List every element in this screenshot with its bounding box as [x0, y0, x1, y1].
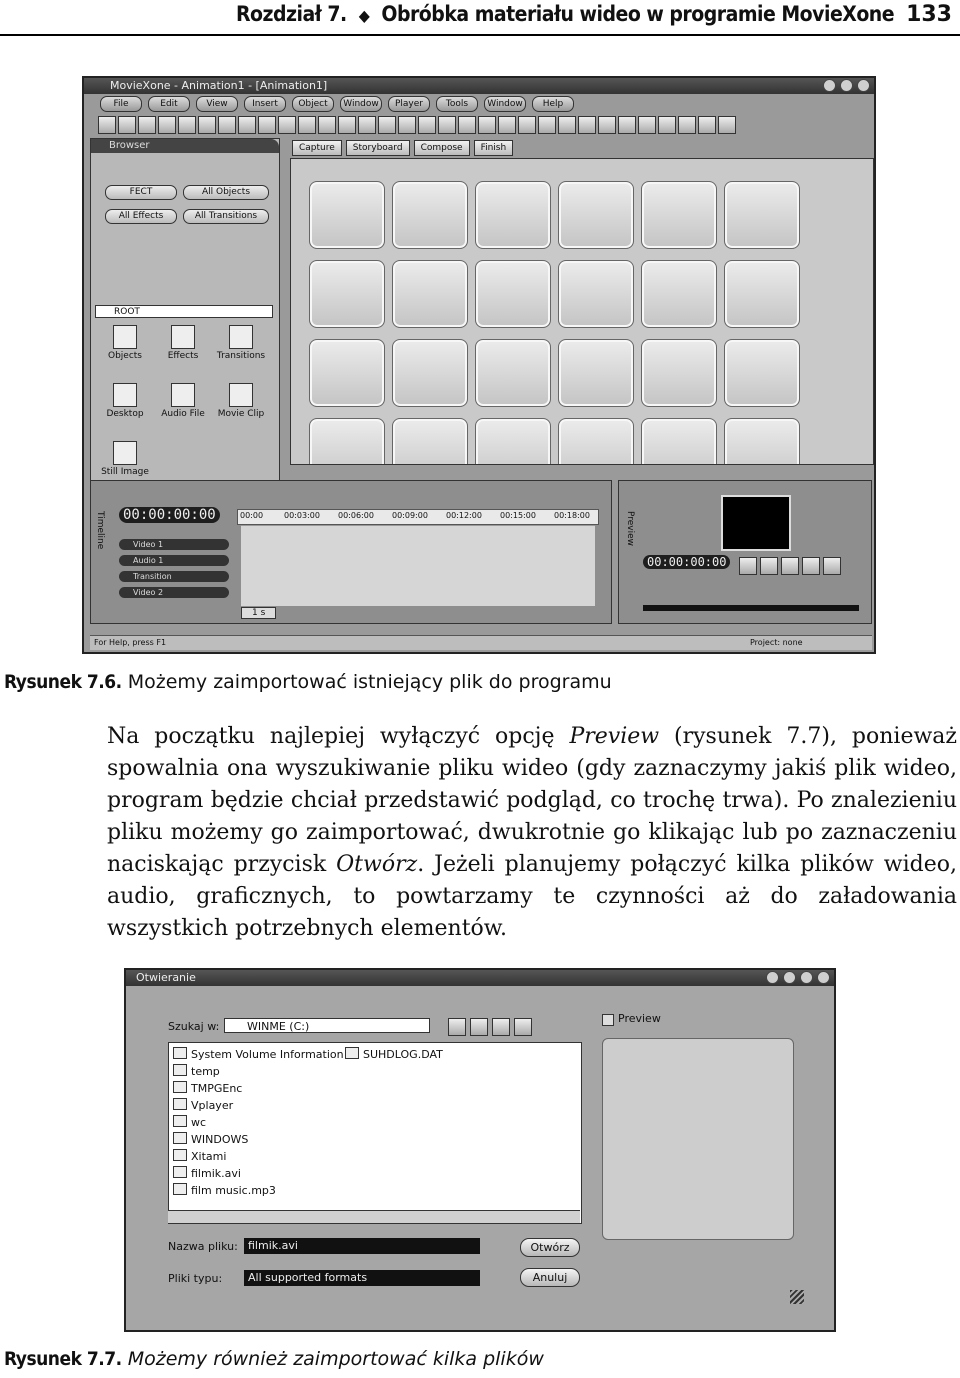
browser-item-label: Still Image [101, 467, 149, 477]
list-item-label: SUHDLOG.DAT [363, 1048, 443, 1061]
list-item[interactable] [173, 1081, 242, 1096]
toolbar-button[interactable] [438, 116, 456, 134]
browser-item-label: Desktop [106, 409, 144, 419]
figure-caption [4, 671, 612, 693]
storyboard-slot[interactable] [558, 418, 634, 465]
menu-bar [100, 96, 574, 112]
status-project: Project: none [750, 638, 803, 647]
toolbar-button[interactable] [118, 116, 136, 134]
file-list [168, 1042, 582, 1224]
storyboard-slot[interactable] [724, 418, 800, 465]
caption-label: Rysunek 7.7. [4, 1348, 122, 1370]
close-icon[interactable] [817, 971, 830, 984]
storyboard-slot[interactable] [641, 418, 717, 465]
menu-item[interactable]: Tools [436, 96, 478, 112]
storyboard-slot[interactable] [558, 260, 634, 328]
figure-open-dialog [124, 968, 836, 1332]
storyboard-slot[interactable] [392, 418, 468, 465]
desktop-icon [113, 383, 137, 407]
browser-item[interactable] [99, 325, 151, 361]
toolbar-button[interactable] [618, 116, 636, 134]
timeline-ruler [237, 509, 599, 525]
ruler-tick: 00:03:00 [284, 511, 320, 520]
browser-item[interactable] [99, 441, 151, 477]
chapter-title: Obróbka materiału wideo w programie MovieXone [381, 2, 895, 26]
close-icon[interactable] [857, 79, 870, 92]
toolbar-button[interactable] [218, 116, 236, 134]
toolbar-button[interactable] [338, 116, 356, 134]
timeline-panel [90, 480, 612, 624]
tab-storyboard[interactable]: Storyboard [346, 140, 410, 156]
resize-grip-icon[interactable] [790, 1290, 804, 1304]
folder-icon [173, 1115, 187, 1127]
timeline-tracks[interactable] [241, 525, 595, 606]
browser-item[interactable] [99, 383, 151, 419]
storyboard-slot[interactable] [724, 181, 800, 249]
caption-text: Możemy zaimportować istniejący plik do programu [127, 671, 612, 693]
storyboard-slot[interactable] [309, 418, 385, 465]
lookin-label: Szukaj w: [168, 1020, 220, 1033]
window-controls [766, 971, 830, 984]
folder-icon [173, 1132, 187, 1144]
track-label[interactable]: Audio 1 [119, 555, 229, 566]
still-image-icon [113, 441, 137, 465]
browser-item[interactable] [157, 383, 209, 419]
folder-icon [173, 1064, 187, 1076]
list-item[interactable] [173, 1183, 276, 1198]
menu-item[interactable]: Player [388, 96, 430, 112]
toolbar-button[interactable] [558, 116, 576, 134]
tab-compose[interactable]: Compose [414, 140, 470, 156]
window-controls [823, 79, 870, 92]
menu-item[interactable]: Window [484, 96, 526, 112]
transitions-icon [229, 325, 253, 349]
menu-item[interactable]: Insert [244, 96, 286, 112]
storyboard-slot[interactable] [641, 181, 717, 249]
browser-path[interactable] [95, 305, 273, 318]
caption-text: Możemy również zaimportować kilka plików [127, 1348, 544, 1370]
audio-file-icon [171, 383, 195, 407]
browser-item-label: Audio File [161, 409, 205, 419]
toolbar-button[interactable] [638, 116, 656, 134]
browser-button[interactable]: All Effects [105, 209, 177, 224]
root-label: ROOT [114, 307, 140, 317]
toolbar-button[interactable] [498, 116, 516, 134]
storyboard-slot[interactable] [309, 339, 385, 407]
storyboard-slot[interactable] [475, 181, 551, 249]
browser-title: Browser [91, 139, 279, 153]
play-icon[interactable] [781, 557, 799, 575]
toolbar-button[interactable] [358, 116, 376, 134]
paragraph-emphasis: Preview [569, 724, 660, 749]
toolbar-button[interactable] [278, 116, 296, 134]
storyboard-slot[interactable] [641, 260, 717, 328]
status-help: For Help, press F1 [94, 638, 167, 647]
preview-timecode: 00:00:00:00 [643, 555, 730, 569]
storyboard-slot[interactable] [475, 339, 551, 407]
storyboard-slot[interactable] [309, 181, 385, 249]
list-item[interactable] [173, 1166, 241, 1181]
track-label[interactable]: Video 2 [119, 587, 229, 598]
browser-item-label: Effects [167, 351, 199, 361]
window-title: MovieXone - Animation1 - [Animation1] [110, 79, 328, 92]
dialog-title: Otwieranie [136, 971, 196, 984]
list-item-label: Vplayer [191, 1099, 234, 1112]
preview-seek-bar[interactable] [643, 605, 859, 611]
browser-item-label: Transitions [216, 351, 266, 361]
toolbar-button[interactable] [458, 116, 476, 134]
toolbar-button[interactable] [378, 116, 396, 134]
toolbar-button[interactable] [298, 116, 316, 134]
storyboard-slot[interactable] [309, 260, 385, 328]
ruler-tick: 00:12:00 [446, 511, 482, 520]
minimize-icon[interactable] [823, 79, 836, 92]
browser-item[interactable] [215, 325, 267, 361]
storyboard-slot[interactable] [475, 418, 551, 465]
rewind-icon[interactable] [739, 557, 757, 575]
list-item[interactable] [173, 1132, 248, 1147]
tab-capture[interactable]: Capture [292, 140, 342, 156]
toolbar [98, 116, 736, 136]
playback-controls [739, 557, 841, 575]
filetype-select[interactable]: All supported formats [244, 1270, 480, 1286]
browser-button[interactable]: All Transitions [183, 209, 269, 224]
list-item-label: System Volume Information [191, 1048, 344, 1061]
dialog-toolbar [448, 1018, 532, 1036]
preview-checkbox-label: Preview [618, 1012, 661, 1025]
horizontal-scrollbar[interactable] [168, 1210, 580, 1223]
toolbar-button[interactable] [98, 116, 116, 134]
figure-moviexone-screenshot [82, 76, 876, 654]
storyboard-slot[interactable] [475, 260, 551, 328]
list-item-label: WINDOWS [191, 1133, 249, 1146]
track-label[interactable]: Video 1 [119, 539, 229, 550]
back-icon[interactable] [448, 1018, 466, 1036]
list-item[interactable] [173, 1047, 344, 1062]
toolbar-button[interactable] [518, 116, 536, 134]
browser-item[interactable] [215, 383, 267, 419]
toolbar-button[interactable] [598, 116, 616, 134]
video-file-icon [173, 1166, 187, 1178]
list-item[interactable] [173, 1098, 233, 1113]
ruler-tick: 00:15:00 [500, 511, 536, 520]
diamond-separator: ◆ [358, 6, 370, 25]
storyboard-slot[interactable] [558, 339, 634, 407]
list-item[interactable] [173, 1149, 226, 1164]
window-titlebar [84, 78, 874, 94]
storyboard-slot[interactable] [392, 181, 468, 249]
toolbar-button[interactable] [698, 116, 716, 134]
storyboard-slot[interactable] [724, 260, 800, 328]
paragraph-emphasis: Otwórz [336, 852, 418, 877]
track-label[interactable]: Transition [119, 571, 229, 582]
cancel-button[interactable]: Anuluj [520, 1268, 580, 1287]
movie-clip-icon [229, 383, 253, 407]
fast-forward-icon[interactable] [823, 557, 841, 575]
toolbar-button[interactable] [418, 116, 436, 134]
toolbar-button[interactable] [578, 116, 596, 134]
toolbar-button[interactable] [398, 116, 416, 134]
paragraph-text: Na początku najlepiej wyłączyć opcję [107, 724, 570, 749]
folder-icon [173, 1047, 187, 1059]
folder-icon [173, 1149, 187, 1161]
file-icon [345, 1047, 359, 1059]
toolbar-button[interactable] [318, 116, 336, 134]
preview-pane [602, 1038, 794, 1240]
minimize-icon[interactable] [766, 971, 779, 984]
preview-title: Preview [625, 511, 635, 547]
maximize-icon[interactable] [783, 971, 796, 984]
toolbar-button[interactable] [258, 116, 276, 134]
filename-label: Nazwa pliku: [168, 1240, 238, 1253]
toolbar-button[interactable] [178, 116, 196, 134]
storyboard-slot[interactable] [392, 339, 468, 407]
objects-icon [113, 325, 137, 349]
audio-file-icon [173, 1183, 187, 1195]
list-item[interactable] [173, 1064, 220, 1079]
step-back-icon[interactable] [760, 557, 778, 575]
mode-tabs [292, 140, 513, 156]
toolbar-button[interactable] [658, 116, 676, 134]
view-menu-icon[interactable] [514, 1018, 532, 1036]
menu-item[interactable]: Help [532, 96, 574, 112]
up-folder-icon[interactable] [470, 1018, 488, 1036]
menu-item[interactable]: File [100, 96, 142, 112]
folder-icon [173, 1098, 187, 1110]
lookin-combo[interactable]: WINME (C:) [224, 1018, 430, 1033]
list-item-label: Xitami [191, 1150, 227, 1163]
caption-label: Rysunek 7.6. [4, 671, 122, 693]
browser-item-label: Movie Clip [217, 409, 265, 419]
body-paragraph [107, 721, 957, 945]
preview-panel [618, 480, 872, 624]
list-item-label: filmik.avi [191, 1167, 241, 1180]
ruler-tick: 00:18:00 [554, 511, 590, 520]
menu-item[interactable]: Object [292, 96, 334, 112]
toolbar-button[interactable] [678, 116, 696, 134]
storyboard-slot[interactable] [558, 181, 634, 249]
tab-finish[interactable]: Finish [474, 140, 514, 156]
browser-button[interactable]: All Objects [183, 185, 269, 200]
open-button[interactable]: Otwórz [520, 1238, 580, 1257]
storyboard-grid [290, 158, 874, 465]
running-header-title [236, 2, 894, 26]
step-forward-icon[interactable] [802, 557, 820, 575]
figure-caption [4, 1348, 544, 1370]
maximize-icon[interactable] [840, 79, 853, 92]
preview-screen [721, 495, 791, 551]
menu-item[interactable]: View [196, 96, 238, 112]
page-number: 133 [906, 2, 952, 27]
menu-item[interactable]: Edit [148, 96, 190, 112]
ruler-tick: 00:00 [240, 511, 264, 520]
paragraph-text: (rysunek 7.7), ponieważ spowalnia ona wyszukiwanie pliku wideo (gdy zaznaczymy jakiś plik wideo, program będzie chciał przedstawić podgląd, co trochę trwa). Po znalezieniu pliku możemy go zaimportować, dwukrotnie go klikając lub po zaznaczeniu naciskając przycisk [107, 724, 958, 877]
storyboard-slot[interactable] [392, 260, 468, 328]
toolbar-button[interactable] [478, 116, 496, 134]
folder-icon [173, 1081, 187, 1093]
new-folder-icon[interactable] [492, 1018, 510, 1036]
browser-button[interactable]: FECT [105, 185, 177, 200]
toolbar-button[interactable] [158, 116, 176, 134]
list-item[interactable] [345, 1047, 443, 1062]
list-item-label: temp [191, 1065, 220, 1078]
ruler-tick: 00:09:00 [392, 511, 428, 520]
toolbar-button[interactable] [138, 116, 156, 134]
timeline-zoom[interactable]: 1 s [241, 607, 276, 619]
browser-item[interactable] [157, 325, 209, 361]
chapter-label: Rozdział 7. [236, 2, 347, 26]
list-item-label: wc [191, 1116, 207, 1129]
storyboard-slot[interactable] [724, 339, 800, 407]
effects-icon [171, 325, 195, 349]
toolbar-button[interactable] [718, 116, 736, 134]
list-item-label: TMPGEnc [191, 1082, 243, 1095]
filetype-label: Pliki typu: [168, 1272, 223, 1285]
help-icon[interactable] [800, 971, 813, 984]
storyboard-slot[interactable] [641, 339, 717, 407]
ruler-tick: 00:06:00 [338, 511, 374, 520]
menu-item[interactable]: Window [340, 96, 382, 112]
running-header [0, 0, 960, 36]
toolbar-button[interactable] [538, 116, 556, 134]
dialog-titlebar [126, 970, 834, 986]
preview-checkbox[interactable] [602, 1014, 614, 1026]
toolbar-button[interactable] [238, 116, 256, 134]
toolbar-button[interactable] [198, 116, 216, 134]
timeline-title: Timeline [95, 511, 105, 550]
list-item[interactable] [173, 1115, 206, 1130]
filename-input[interactable]: filmik.avi [244, 1238, 480, 1254]
browser-item-label: Objects [107, 351, 142, 361]
list-item-label: film music.mp3 [191, 1184, 276, 1197]
status-bar [90, 635, 872, 650]
timeline-timecode: 00:00:00:00 [119, 507, 220, 523]
paragraph-text: . Jeżeli planujemy połączyć kilka plików wideo, audio, graficznych, to powtarzamy te czynności aż do załadowania wszystkich potrzebnych elementów. [107, 852, 957, 941]
